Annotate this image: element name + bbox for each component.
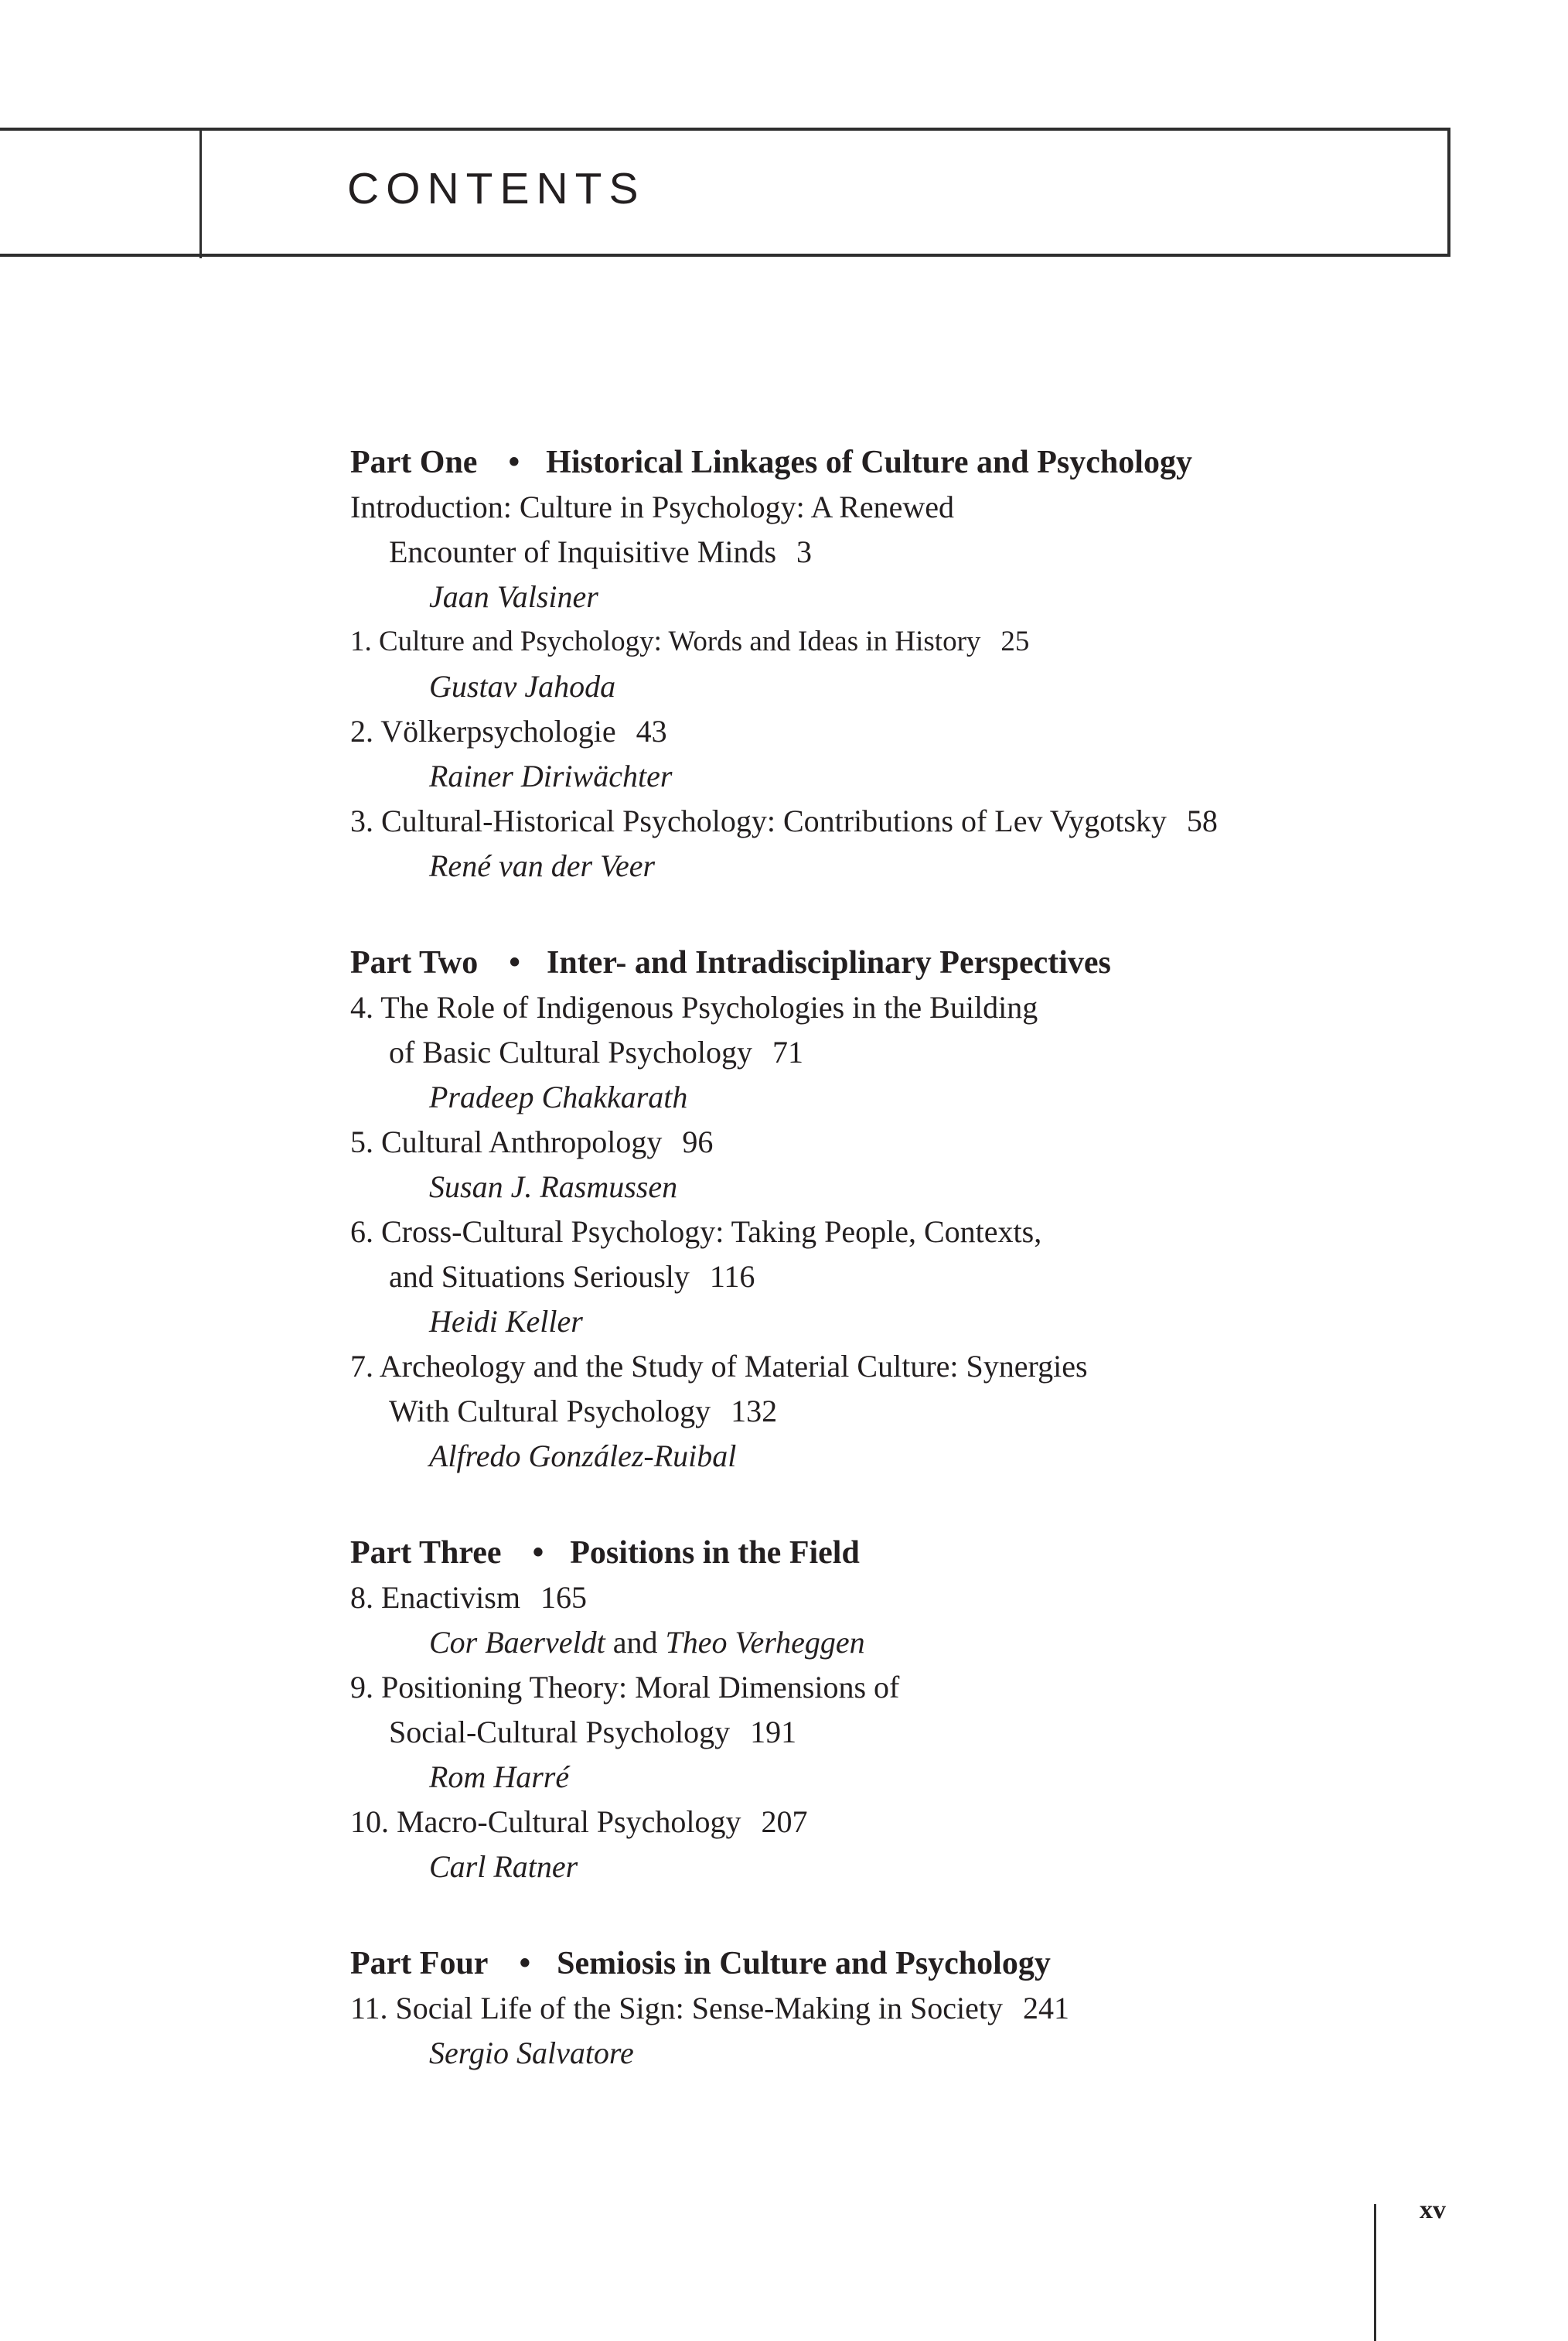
toc-entry-line[interactable] (350, 623, 1029, 660)
part-label: Part Four (350, 1946, 489, 1981)
toc-entry-line[interactable] (389, 1258, 755, 1295)
page-ref: 25 (1000, 626, 1030, 657)
chapter-authors (429, 1624, 865, 1661)
chapter-title: 10. Macro-Cultural Psychology (350, 1804, 741, 1839)
author-name: Theo Verheggen (665, 1625, 865, 1660)
toc-entry-line[interactable] (350, 1579, 587, 1616)
part-title: Semiosis in Culture and Psychology (557, 1946, 1051, 1981)
toc-entry-line[interactable] (350, 1124, 713, 1161)
toc-entry-line[interactable] (350, 1669, 899, 1706)
chapter-authors (429, 668, 615, 705)
author-name: Pradeep Chakkarath (429, 1080, 688, 1114)
chapter-authors (429, 1438, 736, 1475)
chapter-authors (429, 848, 655, 885)
chapter-title: 9. Positioning Theory: Moral Dimensions of (350, 1670, 900, 1705)
bullet-separator: • (509, 945, 520, 981)
author-conjunction: and (612, 1625, 658, 1660)
chapter-title: 7. Archeology and the Study of Material Culture: Synergies (350, 1349, 1088, 1384)
author-name: René van der Veer (429, 848, 656, 883)
footer-rule (1374, 2204, 1376, 2341)
page-ref: 191 (750, 1715, 797, 1749)
toc-entry-line[interactable] (350, 1213, 1041, 1251)
author-name: Rom Harré (429, 1759, 570, 1794)
chapter-title: With Cultural Psychology (389, 1394, 711, 1428)
page-ref: 241 (1022, 1991, 1069, 2025)
toc-entry-line[interactable] (350, 1804, 808, 1841)
page-ref: 207 (761, 1804, 808, 1839)
author-name: Heidi Keller (429, 1304, 583, 1339)
author-name: Rainer Diriwächter (429, 759, 673, 793)
page-ref: 116 (709, 1259, 755, 1294)
toc-entry-line[interactable] (389, 1393, 777, 1430)
toc-entry-line[interactable] (389, 1714, 796, 1751)
toc-entry-line[interactable] (350, 1348, 1088, 1385)
part-title: Inter- and Intradisciplinary Perspectives (546, 945, 1111, 981)
part-heading (350, 1945, 1051, 1982)
part-label: Part Two (350, 945, 479, 981)
toc-entry-line[interactable] (350, 989, 1038, 1026)
toc-entry-line[interactable] (350, 713, 667, 750)
page-ref: 96 (682, 1124, 714, 1159)
chapter-title: 4. The Role of Indigenous Psychologies in the Building (350, 990, 1038, 1025)
page-ref: 165 (540, 1580, 587, 1615)
bullet-separator: • (508, 445, 520, 480)
chapter-authors (429, 1759, 569, 1796)
page-number: xv (1420, 2196, 1446, 2224)
author-name: Jaan Valsiner (429, 579, 598, 614)
header-frame (0, 128, 1450, 257)
chapter-authors (429, 578, 598, 616)
page-ref: 43 (636, 714, 667, 749)
author-name: Susan J. Rasmussen (429, 1169, 678, 1204)
part-title: Historical Linkages of Culture and Psychology (546, 445, 1192, 480)
chapter-title: 3. Cultural-Historical Psychology: Contributions of Lev Vygotsky (350, 804, 1167, 838)
chapter-title: 2. Völkerpsychologie (350, 714, 616, 749)
part-label: Part One (350, 445, 478, 480)
toc-entry-line[interactable] (350, 1990, 1069, 2027)
toc-entry-line[interactable] (389, 1034, 803, 1071)
part-heading (350, 1534, 860, 1571)
chapter-title: Encounter of Inquisitive Minds (389, 534, 777, 569)
part-heading (350, 944, 1111, 981)
chapter-authors (429, 1303, 583, 1340)
part-label: Part Three (350, 1535, 502, 1571)
toc-entry-line[interactable] (350, 489, 954, 526)
chapter-title: 8. Enactivism (350, 1580, 520, 1615)
page-title: CONTENTS (347, 164, 646, 213)
chapter-title: 6. Cross-Cultural Psychology: Taking People, Contexts, (350, 1214, 1042, 1249)
bullet-separator: • (532, 1535, 544, 1571)
author-name: Gustav Jahoda (429, 669, 616, 704)
author-name: Carl Ratner (429, 1849, 578, 1884)
chapter-authors (429, 2035, 634, 2072)
chapter-title: 11. Social Life of the Sign: Sense-Making in Society (350, 1991, 1003, 2025)
page-ref: 3 (796, 534, 813, 569)
page-ref: 71 (772, 1035, 803, 1070)
author-name: Alfredo González-Ruibal (429, 1438, 737, 1473)
chapter-title: 5. Cultural Anthropology (350, 1124, 663, 1159)
toc-entry-line[interactable] (389, 534, 812, 571)
bullet-separator: • (519, 1946, 531, 1981)
toc-entry-line[interactable] (350, 803, 1218, 840)
header-divider (199, 128, 202, 258)
chapter-title: Social-Cultural Psychology (389, 1715, 731, 1749)
chapter-authors (429, 1079, 687, 1116)
chapter-title: Introduction: Culture in Psychology: A Renewed (350, 490, 955, 524)
author-name: Sergio Salvatore (429, 2036, 634, 2070)
chapter-authors (429, 1169, 677, 1206)
chapter-authors (429, 1848, 578, 1885)
chapter-title: of Basic Cultural Psychology (389, 1035, 752, 1070)
chapter-title: and Situations Seriously (389, 1259, 690, 1294)
part-heading (350, 444, 1192, 481)
page-ref: 58 (1186, 804, 1218, 838)
author-name: Cor Baerveldt (429, 1625, 605, 1660)
page-ref: 132 (731, 1394, 778, 1428)
chapter-authors (429, 758, 672, 795)
chapter-title: 1. Culture and Psychology: Words and Ideas in History (350, 626, 981, 657)
part-title: Positions in the Field (570, 1535, 860, 1571)
